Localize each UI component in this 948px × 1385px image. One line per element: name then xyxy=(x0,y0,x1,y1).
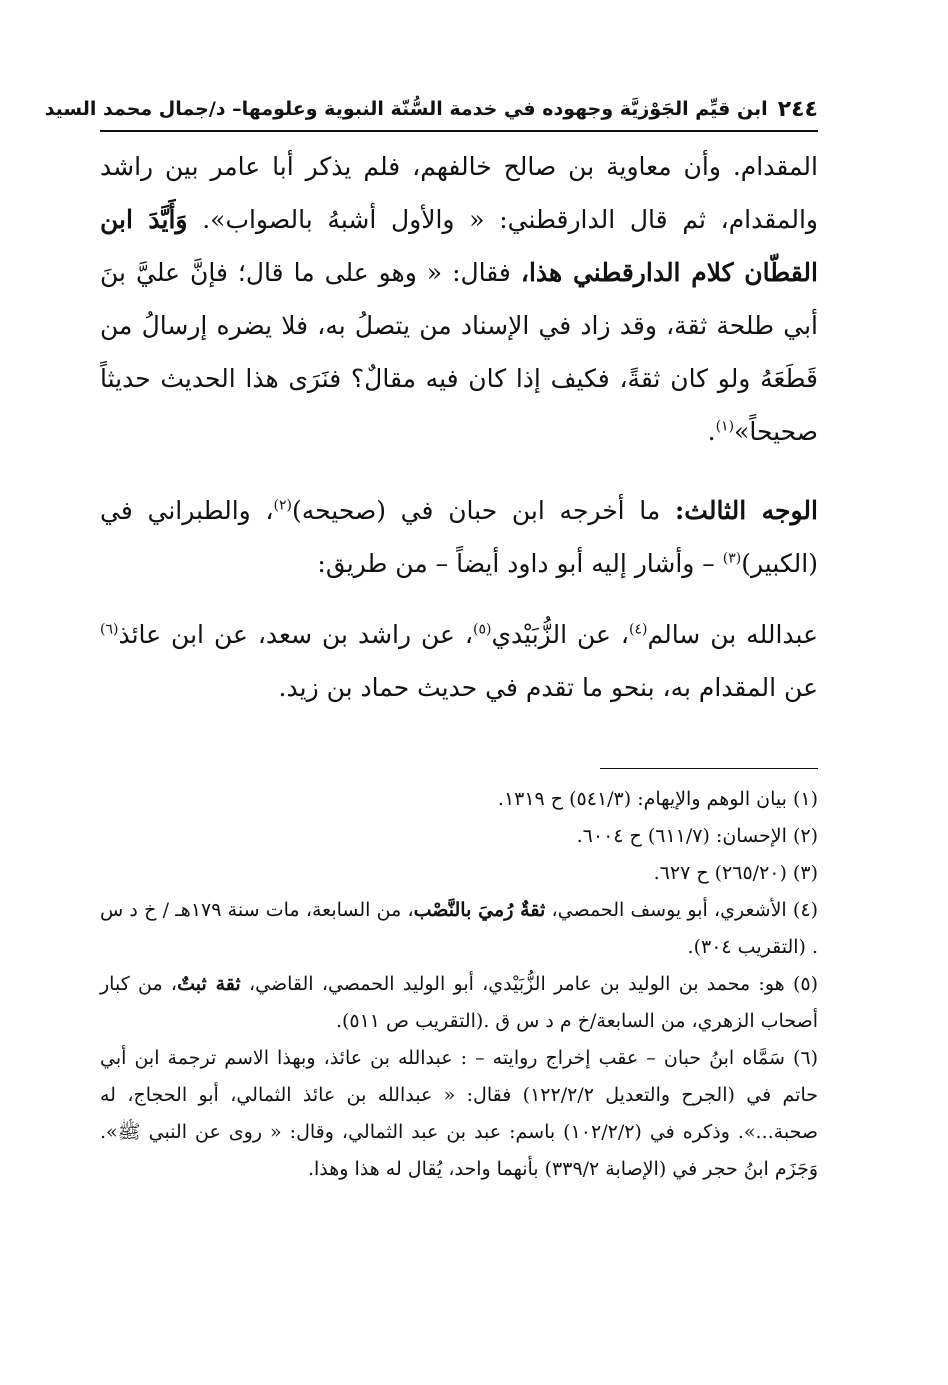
footnote-ref-5: (٥) xyxy=(473,621,492,638)
paragraph-3-text-d: عن المقدام به، بنحو ما تقدم في حديث حماد بن زيد. xyxy=(278,673,818,702)
paragraph-3-text-c: ، عن راشد بن سعد، عن ابن عائذ xyxy=(118,620,473,649)
footnote-2: (٢) الإحسان: (٦١١/٧) ح ٦٠٠٤. xyxy=(576,825,818,847)
main-text xyxy=(100,140,818,714)
paragraph-2-text-b: ، والطبراني في (الكبير) xyxy=(100,496,818,578)
paragraph-2-text-a: ما أخرجه ابن حبان في (صحيحه) xyxy=(292,496,676,525)
paragraph-1-bold: وَأَيَّدَ ابن القطّان كلام الدارقطني هذا، xyxy=(100,205,818,287)
running-title: ابن قيِّم الجَوْزيَّة وجهوده في خدمة السُّنّة النبوية وعلومها– د/جمال محمد السيد xyxy=(44,98,768,120)
paragraph-3-text-b: ، عن الزُّبَيْدي xyxy=(491,620,629,649)
footnotes xyxy=(100,781,818,1188)
footnote-1: (١) بيان الوهم والإيهام: (٥٤١/٣) ح ١٣١٩. xyxy=(497,788,818,810)
footnote-ref-6: (٦) xyxy=(100,621,119,638)
footnote-4-text-a: (٤) الأشعري، أبو يوسف الحمصي، xyxy=(545,899,818,921)
footnote-separator xyxy=(600,768,818,769)
footnote-3: (٣) (٢٦٥/٢٠) ح ٦٢٧. xyxy=(653,862,818,884)
footnote-5-grade: ثقة ثبتٌ xyxy=(177,973,241,995)
paragraph-1-text-c: . xyxy=(707,417,716,446)
document-page xyxy=(44,88,818,1188)
footnote-5-text-b: ، من كبار أصحاب الزهري، من السابعة/خ م د س ق .(التقريب ص ٥١١). xyxy=(100,973,818,1032)
paragraph-2 xyxy=(100,484,818,590)
footnote-5-text-a: (٥) هو: محمد بن الوليد بن عامر الزُّبَيْدي، أبو الوليد الحمصي، القاضي، xyxy=(240,973,818,995)
footnote-ref-4: (٤) xyxy=(628,621,648,638)
page-number: ٢٤٤ xyxy=(777,96,818,122)
footnote-4-text-b: ، من السابعة، مات سنة ١٧٩هـ / خ د س . (التقريب ٣٠٤). xyxy=(100,899,818,958)
paragraph-1 xyxy=(100,140,818,458)
footnote-6: (٦) سَمَّاه ابنُ حبان – عقب إخراج روايته – : عبدالله بن عائذ، وبهذا الاسم ترجمة ابن أبي حاتم في (الجرح والتعديل ١٢٢/٢/٢) فقال: « عبدالله بن عائذ الثمالي، أبو الحجاج، له صحبة...». وذكره في (١٠٢/٢/٢) باسم: عبد بن عبد الثمالي، وقال: « روى عن النبي ﷺ». وَجَزَم ابنُ حجر في (الإصابة ٣٣٩/٢) بأنهما واحد، يُقال له هذا وهذا. xyxy=(100,1047,818,1180)
footnote-ref-3: (٣) xyxy=(722,550,742,567)
footnote-5 xyxy=(100,966,818,1040)
footnote-ref-2: (٢) xyxy=(273,497,292,514)
paragraph-3-text-a: عبدالله بن سالم xyxy=(647,620,818,649)
running-header xyxy=(44,88,818,132)
paragraph-1-text-a: المقدام. وأن معاوية بن صالح خالفهم، فلم يذكر أبا عامر بين راشد والمقدام، ثم قال الدارقطني: « والأول أشبهُ بالصواب». xyxy=(100,152,818,234)
footnote-4-grade: ثقةٌ رُميَ بالنَّصْب xyxy=(413,899,546,921)
footnote-ref-1: (١) xyxy=(715,418,735,435)
paragraph-1-text-b: فقال: « وهو على ما قال؛ فإنَّ عليَّ بنَ أبي طلحة ثقة، وقد زاد في الإسناد من يتصلُ به، فلا يضره إرسالُ من قَطَعَهُ ولو كان ثقةً، فكيف إذا كان فيه مقالٌ؟ فنَرَى هذا الحديث حديثاً صحيحاً» xyxy=(100,258,818,446)
paragraph-2-heading: الوجه الثالث: xyxy=(675,496,818,525)
paragraph-3 xyxy=(100,608,818,714)
footnote-4 xyxy=(100,892,818,966)
paragraph-2-text-c: – وأشار إليه أبو داود أيضاً – من طريق: xyxy=(317,549,723,578)
